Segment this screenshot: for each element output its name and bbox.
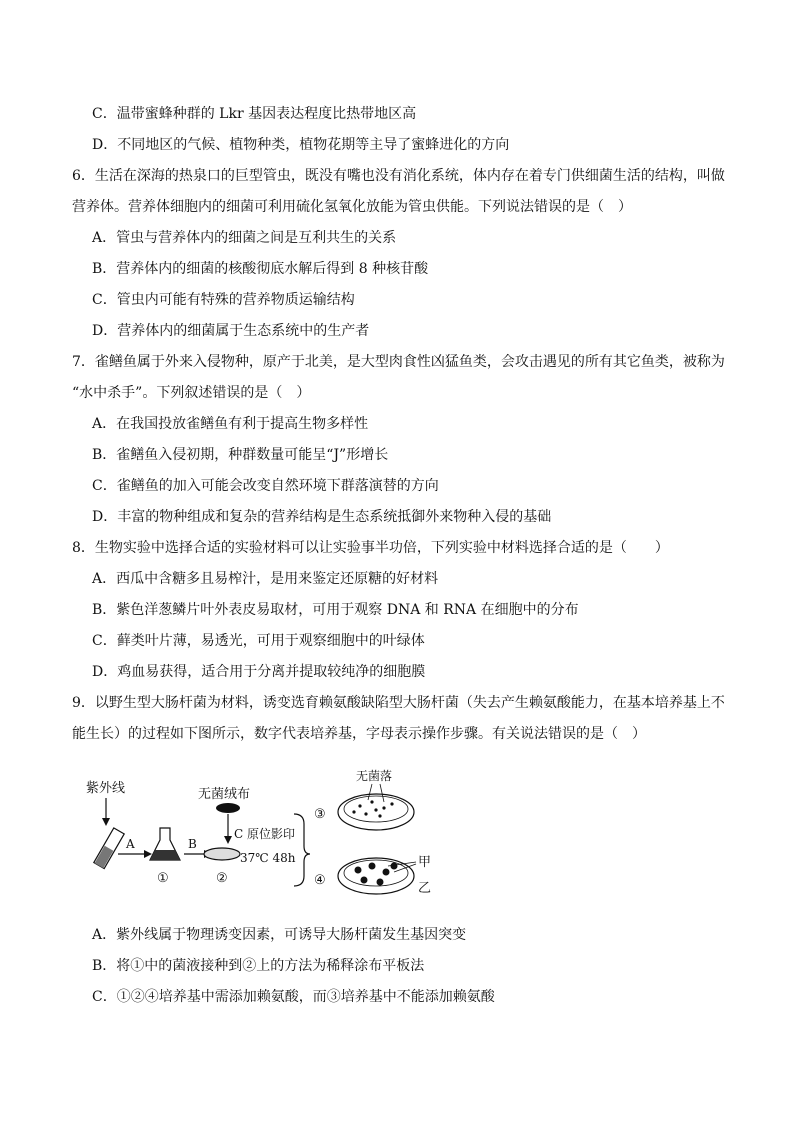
- experiment-diagram: [80, 762, 460, 902]
- question-7-stem: 7．雀鳝鱼属于外来入侵物种，原产于北美，是大型肉食性凶猛鱼类，会攻击遇见的所有其它鱼类，被称为: [72, 354, 725, 370]
- no-colony-label: 无菌落: [356, 769, 393, 783]
- option-5d: D．不同地区的气候、植物种类，植物花期等主导了蜜蜂进化的方向: [92, 137, 510, 153]
- plate-4: [338, 858, 414, 894]
- option-9b: B．将①中的菌液接种到②上的方法为稀释涂布平板法: [92, 958, 425, 974]
- flask-culture: [150, 850, 180, 860]
- question-6-stem-cont: 营养体。营养体细胞内的细菌可利用硫化氢氧化放能为管虫供能。下列说法错误的是（ ）: [72, 199, 632, 215]
- brace: [294, 814, 310, 886]
- option-8b: B．紫色洋葱鳞片叶外表皮易取材，可用于观察 DNA 和 RNA 在细胞中的分布: [92, 602, 579, 618]
- medium-2-label: ②: [216, 871, 228, 886]
- no-colony-pointer: [368, 784, 372, 800]
- plate-4-inner: [344, 860, 408, 886]
- test-tube: [94, 828, 124, 869]
- question-8-stem: 8．生物实验中选择合适的实验材料可以让实验事半功倍，下列实验中材料选择合适的是（ ）: [72, 540, 669, 556]
- option-9a: A．紫外线属于物理诱变因素，可诱导大肠杆菌发生基因突变: [92, 927, 467, 943]
- option-8c: C．藓类叶片薄，易透光，可用于观察细胞中的叶绿体: [92, 633, 425, 649]
- option-6a: A．管虫与营养体内的细菌之间是互利共生的关系: [92, 230, 397, 246]
- jia-label: 甲: [418, 855, 432, 870]
- step-c-label: C 原位影印: [234, 827, 295, 841]
- medium-1-label: ①: [157, 871, 169, 886]
- option-6d: D．营养体内的细菌属于生态系统中的生产者: [92, 323, 370, 339]
- yi-label: 乙: [418, 881, 432, 896]
- question-9-stem: 9．以野生型大肠杆菌为材料，诱变选育赖氨酸缺陷型大肠杆菌（失去产生赖氨酸能力，在基本培养基上不: [72, 695, 725, 711]
- plate-3-colonies: [352, 800, 393, 817]
- option-7b: B．雀鳝鱼入侵初期，种群数量可能呈“J”形增长: [92, 447, 389, 463]
- uv-arrowhead: [102, 818, 110, 826]
- plate-3: [338, 794, 414, 830]
- option-5c: C．温带蜜蜂种群的 Lkr 基因表达程度比热带地区高: [92, 106, 417, 122]
- medium-4-label: ④: [314, 873, 326, 888]
- uv-label: 紫外线: [86, 781, 126, 796]
- velvet-pad: [216, 803, 240, 813]
- option-9c: C．①②④培养基中需添加赖氨酸，而③培养基中不能添加赖氨酸: [92, 989, 495, 1005]
- step-b-label: B: [188, 837, 197, 851]
- step-a-label: A: [126, 837, 135, 851]
- medium-3-label: ③: [314, 807, 326, 822]
- option-6c: C．管虫内可能有特殊的营养物质运输结构: [92, 292, 355, 308]
- option-7c: C．雀鳝鱼的加入可能会改变自然环境下群落演替的方向: [92, 478, 439, 494]
- option-8a: A．西瓜中含糖多且易榨汁，是用来鉴定还原糖的好材料: [92, 571, 439, 587]
- velvet-label: 无菌绒布: [198, 787, 251, 802]
- option-6b: B．营养体内的细菌的核酸彻底水解后得到 8 种核苷酸: [92, 261, 429, 277]
- option-7d: D．丰富的物种组成和复杂的营养结构是生态系统抵御外来物种入侵的基础: [92, 509, 552, 525]
- plate-2: [204, 848, 240, 860]
- arrow-a-head: [144, 850, 152, 858]
- question-6-stem: 6．生活在深海的热泉口的巨型管虫，既没有嘴也没有消化系统，体内存在着专门供细菌生活的结构，叫做: [72, 168, 725, 184]
- velvet-arrowhead: [224, 836, 232, 844]
- option-8d: D．鸡血易获得，适合用于分离并提取较纯净的细胞膜: [92, 664, 426, 680]
- question-9-stem-cont: 能生长）的过程如下图所示，数字代表培养基，字母表示操作步骤。有关说法错误的是（ ）: [72, 726, 646, 742]
- no-colony-pointer-2: [380, 784, 384, 802]
- condition-label: 37℃ 48h: [240, 851, 296, 865]
- option-7a: A．在我国投放雀鳝鱼有利于提高生物多样性: [92, 416, 369, 432]
- question-7-stem-cont: “水中杀手”。下列叙述错误的是（ ）: [72, 385, 311, 401]
